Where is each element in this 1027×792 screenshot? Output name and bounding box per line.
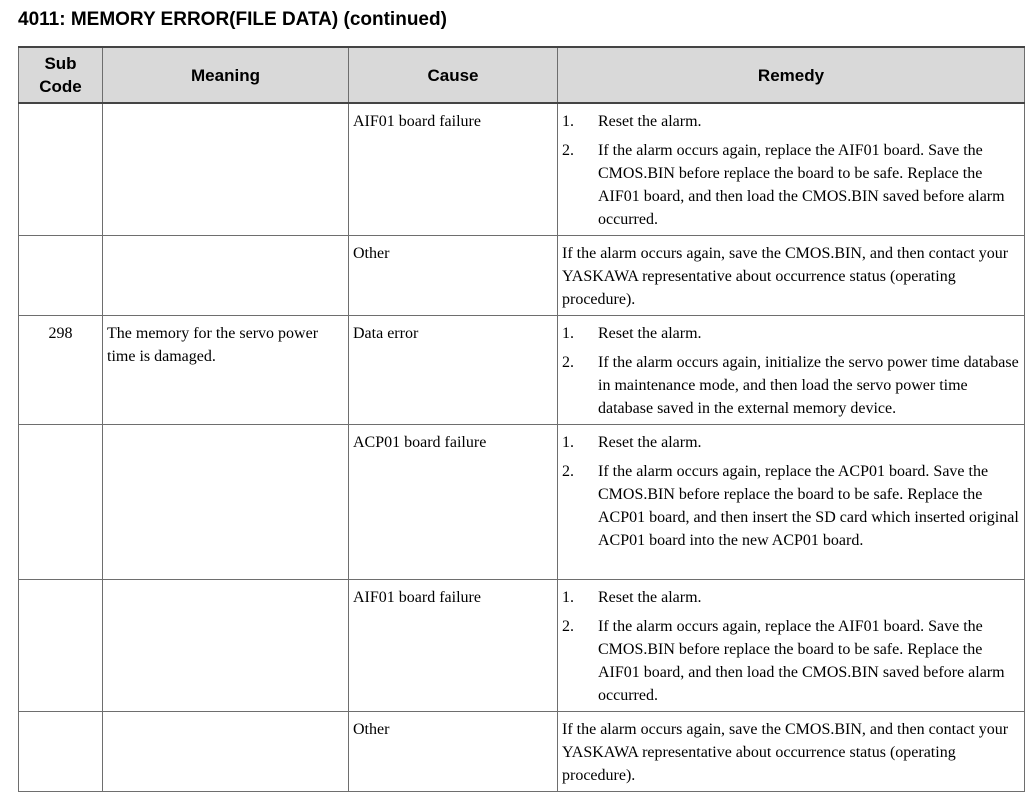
- cause-cell: Other: [349, 236, 558, 316]
- meaning-cell: [103, 580, 349, 712]
- remedy-steps: [562, 322, 1020, 420]
- sub-code-cell: [19, 425, 103, 580]
- step-text: If the alarm occurs again, initialize the servo power time database in maintenance mode, and then load the servo power time database saved in the external memory device.: [598, 354, 1019, 417]
- step-text: Reset the alarm.: [598, 589, 702, 606]
- step-number: 1.: [562, 589, 574, 606]
- remedy-step: [562, 431, 1020, 454]
- meaning-cell: [103, 712, 349, 792]
- remedy-step: [562, 460, 1020, 552]
- table-row: [19, 103, 1025, 236]
- table-row: [19, 236, 1025, 316]
- step-number: 1.: [562, 325, 574, 342]
- step-text: Reset the alarm.: [598, 434, 702, 451]
- cause-cell: AIF01 board failure: [349, 580, 558, 712]
- remedy-steps: [562, 431, 1020, 552]
- cause-cell: Data error: [349, 316, 558, 425]
- remedy-step: [562, 615, 1020, 707]
- remedy-steps: [562, 110, 1020, 231]
- sub-code-cell: [19, 236, 103, 316]
- step-number: 1.: [562, 113, 574, 130]
- step-text: If the alarm occurs again, replace the AIF01 board. Save the CMOS.BIN before replace the board to be safe. Replace the AIF01 board, and then load the CMOS.BIN saved before alarm occurred.: [598, 142, 1005, 228]
- step-number: 2.: [562, 463, 574, 480]
- table-header-row: [19, 47, 1025, 103]
- step-text: Reset the alarm.: [598, 325, 702, 342]
- step-number: 2.: [562, 354, 574, 371]
- remedy-cell: [558, 425, 1025, 580]
- page-title: 4011: MEMORY ERROR(FILE DATA) (continued): [18, 9, 447, 30]
- remedy-cell: If the alarm occurs again, save the CMOS.BIN, and then contact your YASKAWA representative about occurrence status (operating procedure).: [558, 236, 1025, 316]
- header-sub-code: Sub Code: [19, 47, 103, 103]
- remedy-cell: [558, 580, 1025, 712]
- cause-cell: Other: [349, 712, 558, 792]
- table-row: [19, 580, 1025, 712]
- header-remedy: Remedy: [558, 47, 1025, 103]
- table-row: [19, 425, 1025, 580]
- sub-code-cell: 298: [19, 316, 103, 425]
- remedy-cell: [558, 103, 1025, 236]
- remedy-step: [562, 139, 1020, 231]
- sub-code-cell: [19, 580, 103, 712]
- remedy-steps: [562, 586, 1020, 707]
- table-row: [19, 712, 1025, 792]
- remedy-step: [562, 586, 1020, 609]
- header-cause: Cause: [349, 47, 558, 103]
- cause-cell: ACP01 board failure: [349, 425, 558, 580]
- sub-code-cell: [19, 712, 103, 792]
- remedy-cell: [558, 316, 1025, 425]
- remedy-step: [562, 351, 1020, 420]
- alarm-table: [18, 46, 1025, 792]
- cause-cell: AIF01 board failure: [349, 103, 558, 236]
- header-meaning: Meaning: [103, 47, 349, 103]
- table-row: [19, 316, 1025, 425]
- step-number: 1.: [562, 434, 574, 451]
- meaning-cell: [103, 425, 349, 580]
- step-text: If the alarm occurs again, replace the ACP01 board. Save the CMOS.BIN before replace the board to be safe. Replace the ACP01 board, and then insert the SD card which inserted original ACP01 board into the new ACP01 board.: [598, 463, 1019, 549]
- step-text: If the alarm occurs again, replace the AIF01 board. Save the CMOS.BIN before replace the board to be safe. Replace the AIF01 board, and then load the CMOS.BIN saved before alarm occurred.: [598, 618, 1005, 704]
- step-number: 2.: [562, 618, 574, 635]
- meaning-cell: [103, 236, 349, 316]
- remedy-step: [562, 322, 1020, 345]
- meaning-cell: [103, 103, 349, 236]
- step-text: Reset the alarm.: [598, 113, 702, 130]
- step-number: 2.: [562, 142, 574, 159]
- meaning-cell: The memory for the servo power time is damaged.: [103, 316, 349, 425]
- remedy-cell: If the alarm occurs again, save the CMOS.BIN, and then contact your YASKAWA representative about occurrence status (operating procedure).: [558, 712, 1025, 792]
- remedy-step: [562, 110, 1020, 133]
- sub-code-cell: [19, 103, 103, 236]
